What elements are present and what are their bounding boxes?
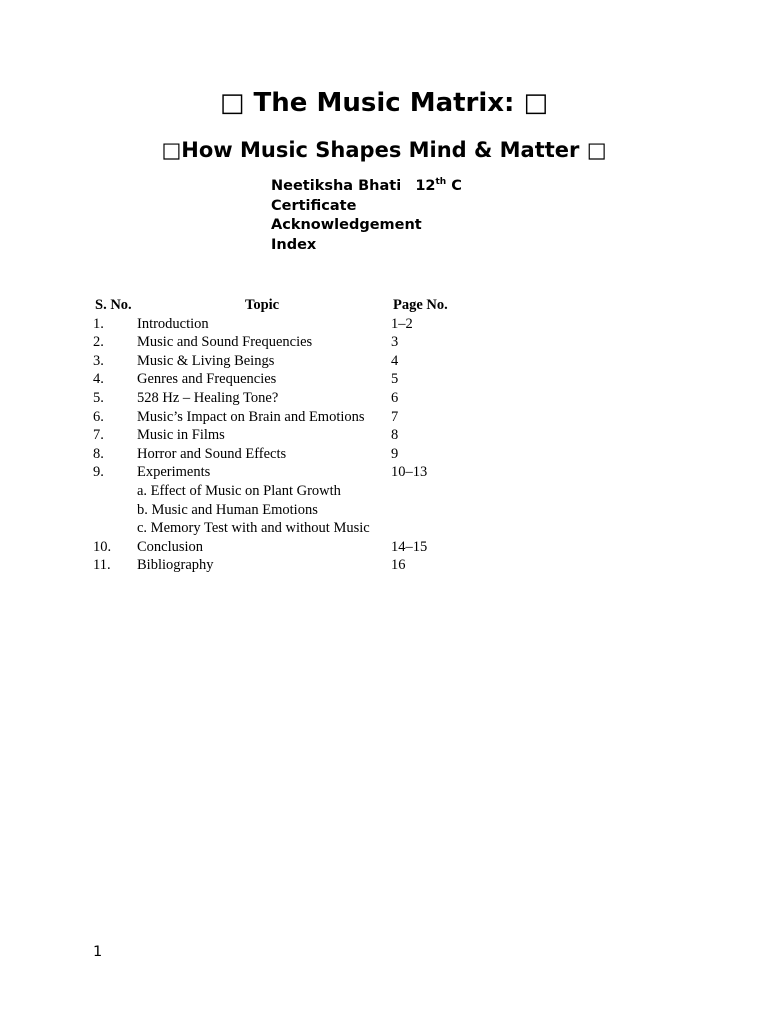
row-sno: 9. [93, 464, 104, 481]
row-topic: Music & Living Beings [137, 352, 275, 369]
class-suffix: th [435, 177, 447, 187]
row-topic: Music’s Impact on Brain and Emotions [137, 408, 365, 425]
missing-glyph-icon: □ [586, 138, 607, 162]
title-text: The Music Matrix: [253, 88, 515, 118]
row-sno: 8. [93, 445, 104, 462]
row-topic: Horror and Sound Effects [137, 445, 287, 462]
document-title [0, 84, 768, 122]
author-line [271, 177, 462, 197]
front-matter-item: Certificate [271, 197, 357, 214]
header-topic: Topic [245, 297, 280, 313]
row-topic: Bibliography [137, 557, 214, 574]
row-topic: Conclusion [137, 538, 204, 555]
header-page: Page No. [393, 297, 448, 313]
row-topic: Introduction [137, 315, 209, 332]
row-topic: a. Effect of Music on Plant Growth [137, 482, 341, 499]
class-section: C [451, 178, 462, 194]
row-topic: c. Memory Test with and without Music [137, 520, 370, 537]
page-number: 1 [93, 944, 103, 960]
row-sno: 7. [93, 427, 104, 444]
row-sno: 1. [93, 315, 104, 332]
row-page: 16 [391, 557, 406, 574]
row-topic: Genres and Frequencies [137, 371, 277, 388]
row-sno: 6. [93, 408, 104, 425]
row-topic: 528 Hz – Healing Tone? [137, 389, 279, 406]
row-page: 1–2 [391, 315, 413, 332]
row-topic: Experiments [137, 464, 211, 481]
row-sno: 10. [93, 538, 112, 555]
front-matter-item: Index [271, 236, 317, 253]
missing-glyph-icon: □ [219, 88, 245, 118]
row-page: 7 [391, 408, 399, 425]
missing-glyph-icon: □ [523, 88, 549, 118]
row-page: 6 [391, 389, 399, 406]
row-page: 4 [391, 352, 399, 369]
row-page: 9 [391, 445, 399, 462]
row-sno: 5. [93, 389, 104, 406]
missing-glyph-icon: □ [161, 138, 182, 162]
row-page: 14–15 [391, 538, 428, 555]
row-page: 8 [391, 427, 399, 444]
header-sno: S. No. [95, 297, 132, 313]
row-topic: Music in Films [137, 427, 225, 444]
front-matter [271, 177, 462, 255]
row-page: 5 [391, 371, 399, 388]
row-sno: 4. [93, 371, 104, 388]
author-name: Neetiksha Bhati [271, 178, 402, 194]
document-subtitle [0, 134, 768, 166]
row-topic: Music and Sound Frequencies [137, 334, 313, 351]
class-grade: 12th C [415, 177, 462, 194]
row-page: 10–13 [391, 464, 428, 481]
row-sno: 2. [93, 334, 104, 351]
row-sno: 11. [93, 557, 111, 574]
subtitle-text: How Music Shapes Mind & Matter [181, 138, 580, 162]
row-page: 3 [391, 334, 399, 351]
front-matter-item: Acknowledgement [271, 217, 422, 233]
row-sno: 3. [93, 352, 104, 369]
row-topic: b. Music and Human Emotions [137, 501, 318, 518]
